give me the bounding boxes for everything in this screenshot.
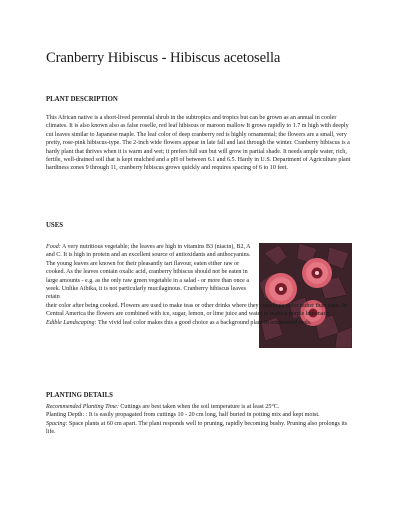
food-text: A very nutritious vegetable; the leaves are high in vitamins B3 (niacin), B2, A and C. It is high in protein and an excellent source of antioxidants and anthocyanins. The young leaves are known for their pleasantly tart flavour, eaten either raw or cooked. As the leaves contain oxalic acid, cranberry hibiscus should not be eaten in large amounts - e.g. as the only raw green vegetable in a salad - or more than once a week. Unlike Aibika, it is not particularly mucilaginous. Cranberry hibiscus leaves retain: [46, 244, 251, 301]
planting-depth-text: : It is easily propagated from cuttings 10 - 20 cm long, half buried in potting mix and kept moist.: [84, 412, 320, 419]
landscaping-paragraph: [46, 319, 352, 327]
spacing-paragraph: [46, 420, 356, 437]
spacing-label: Spacing:: [46, 420, 68, 427]
page-title: Cranberry Hibiscus - Hibiscus acetosella: [46, 50, 281, 66]
planting-block: [46, 403, 356, 437]
landscaping-label: Edible Landscaping:: [46, 319, 97, 326]
planting-time-label: Recommended Planting Time:: [46, 404, 119, 410]
section-heading-planting-details: PLANTING DETAILS: [46, 392, 113, 399]
description-block: [46, 114, 356, 173]
description-text: This African native is a short-lived perennial shrub in the subtropics and tropics but can be grown as an annual in cooler climates. It is also known also as false roselle, red leaf hibiscus or maroon mallow It grows rapidly to 1.7 m high with deeply cut leaves similar to Japanese maple. The leaf color of deep cranberry red is highly ornamental; the flowers are a small, very pretty, rose-pink hibiscus-type. The 2-inch wide flowers appear in late fall and last through the winter. Cranberry hibiscus is a hardy plant that thrives when it is warm and wet; it prefers full sun but will grow in partial shade. It needs ample water, rich, fertile, well-drained soil that is kept mulched and a pH of between 6.1 and 6.5. Hardy in U.S. Department of Agriculture plant hardiness zones 9 through 11, cranberry hibiscus grows quickly and requires spacing of 6 to 10 feet.: [46, 115, 351, 172]
landscaping-text: The vivid leaf color makes this a good choice as a background plant in ornamental beds.: [96, 319, 312, 326]
food-paragraph-continued: their color after being cooked. Flowers are used to make teas or other drinks where they contribute color rather than taste. In Central America the flowers are combined with ice, sugar, lemon, or lime juice and water to make a purple lemonade.: [46, 302, 347, 318]
uses-block: [46, 243, 352, 327]
section-heading-plant-description: PLANT DESCRIPTION: [46, 96, 118, 103]
food-label: Food:: [46, 244, 61, 250]
planting-time-paragraph: [46, 403, 356, 411]
planting-depth-label: Planting Depth:: [46, 412, 85, 419]
spacing-text: Space plants at 60 cm apart. The plant responds well to pruning, rapidly becoming bushy. Pruning also prolongs its life.: [46, 420, 348, 436]
planting-time-text: Cuttings are best taken when the soil temperature is at least 25°C.: [118, 404, 280, 410]
food-paragraph: [46, 243, 256, 302]
planting-depth-paragraph: [46, 411, 356, 419]
section-heading-uses: USES: [46, 222, 64, 229]
